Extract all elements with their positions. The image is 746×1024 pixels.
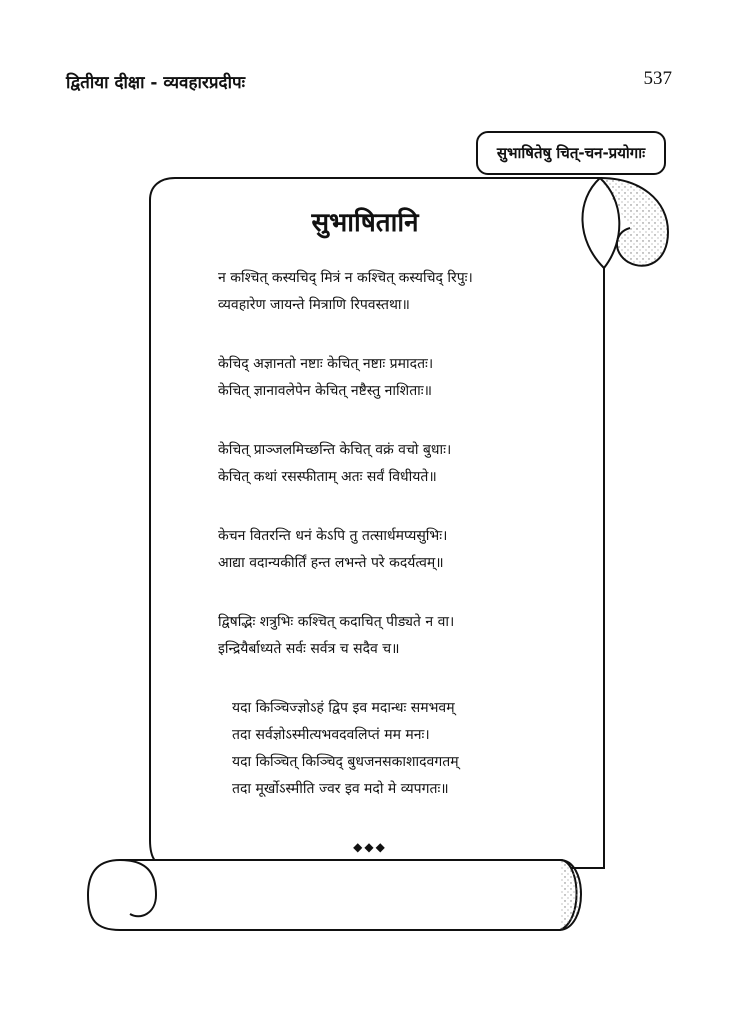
running-head: द्वितीया दीक्षा - व्यवहारप्रदीपः bbox=[66, 73, 246, 93]
verse-line: केचन वितरन्ति धनं केऽपि तु तत्सार्धमप्यसुभिः। bbox=[218, 528, 448, 544]
verse-line: द्विषद्भिः शत्रुभिः कश्चित् कदाचित् पीड्यते न वा। bbox=[218, 614, 455, 630]
verse-line: केचित् कथां रसस्फीताम् अतः सर्वं विधीयते॥ bbox=[218, 469, 437, 485]
verse-line: तदा सर्वज्ञोऽस्मीत्यभवदवलिप्तं मम मनः। bbox=[232, 727, 430, 743]
verse-line: व्यवहारेण जायन्ते मित्राणि रिपवस्तथा॥ bbox=[218, 297, 410, 313]
page-number: 537 bbox=[643, 68, 672, 89]
verse-5 bbox=[218, 608, 532, 662]
verse-4 bbox=[218, 522, 532, 576]
topic-tag: सुभाषितेषु चित्-चन-प्रयोगाः bbox=[476, 131, 666, 175]
verse-list bbox=[218, 264, 532, 834]
verse-line: यदा किञ्चित् किञ्चिद् बुधजनसकाशादवगतम् bbox=[232, 754, 459, 770]
verse-3 bbox=[218, 436, 532, 490]
verse-line: तदा मूर्खोऽस्मीति ज्वर इव मदो मे व्यपगतः॥ bbox=[232, 781, 449, 797]
verse-line: इन्द्रियैर्बाध्यते सर्वः सर्वत्र च सदैव च॥ bbox=[218, 641, 400, 657]
verse-line: आद्या वदान्यकीर्तिं हन्त लभन्ते परे कदर्यत्वम्॥ bbox=[218, 555, 444, 571]
verse-line: केचित् ज्ञानावलेपेन केचित् नष्टैस्तु नाशिताः॥ bbox=[218, 383, 433, 399]
verse-1 bbox=[218, 264, 532, 318]
page-title: सुभाषितानि bbox=[311, 208, 419, 238]
verse-line: यदा किञ्चिज्ज्ञोऽहं द्विप इव मदान्धः समभवम् bbox=[232, 700, 455, 716]
verse-line: न कश्चित् कस्यचिद् मित्रं न कश्चित् कस्यचिद् रिपुः। bbox=[218, 270, 473, 286]
verse-6 bbox=[218, 694, 522, 802]
verse-2 bbox=[218, 350, 532, 404]
ornament: ◆◆◆ bbox=[353, 840, 387, 854]
verse-line: केचिद् अज्ञानतो नष्टाः केचित् नष्टाः प्रमादतः। bbox=[218, 356, 434, 372]
verse-line: केचित् प्राञ्जलमिच्छन्ति केचित् वक्रं वचो बुधाः। bbox=[218, 442, 452, 458]
